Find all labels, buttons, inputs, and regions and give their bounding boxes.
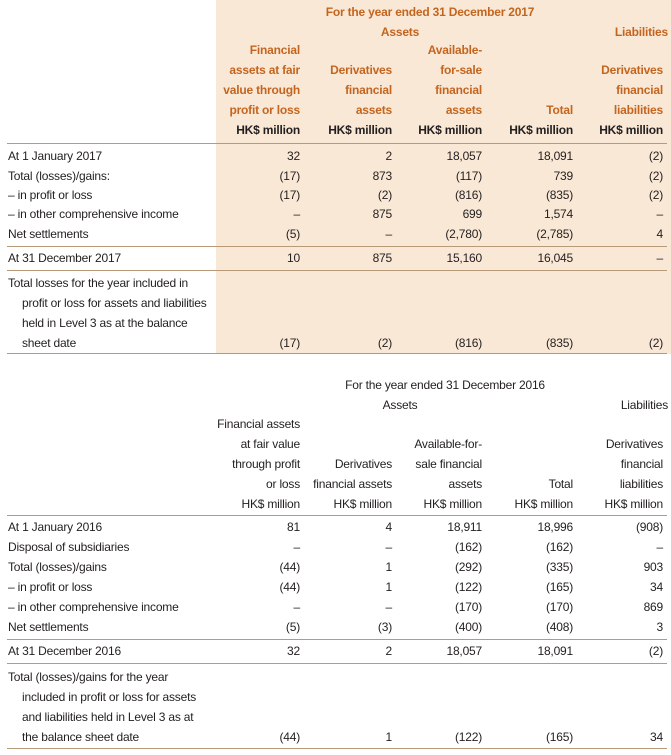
header-line: Derivatives [334,457,392,471]
cell-value: 10 [287,251,300,265]
cell-value: – [656,251,663,265]
cell-value: 4 [385,520,392,534]
cell-value: 873 [372,169,392,183]
cell-value: 32 [287,644,300,658]
cell-value: – [293,207,300,221]
cell-value: 875 [372,251,392,265]
row-label-line: the balance sheet date [22,730,140,744]
header-line: financial assets [313,477,392,491]
cell-value: – [293,540,300,554]
header-line: assets at fair [229,63,300,77]
cell-value: (292) [454,560,482,574]
cell-value: – [385,600,392,614]
header-line: Total [546,103,573,117]
cell-value: 1 [385,560,392,574]
cell-value: (2) [648,169,663,183]
unit-label: HK$ million [514,497,573,511]
row-label: Disposal of subsidiaries [8,540,130,554]
cell-value: 2 [385,644,392,658]
cell-value: (162) [454,540,482,554]
cell-value: (400) [454,620,482,634]
header-line: Available-for- [414,437,482,451]
header-line: financial [435,83,482,97]
unit-label: HK$ million [604,497,663,511]
unit-label: HK$ million [418,123,482,137]
cell-value: (122) [454,580,482,594]
cell-value: 34 [650,580,663,594]
cell-value: (44) [279,730,300,744]
cell-value: 18,996 [537,520,573,534]
row-label: At 1 January 2016 [8,520,103,534]
cell-value: (44) [279,560,300,574]
row-label: Total (losses)/gains: [8,169,110,183]
cell-value: (2) [648,644,663,658]
header-rule-2016 [7,515,667,516]
row-label-line: Total losses for the year included in [8,276,189,290]
cell-value: 869 [643,600,663,614]
header-line: value through [223,83,300,97]
liabilities-heading-2016: Liabilities [620,398,668,412]
cell-value: 4 [656,227,663,241]
cell-value: (816) [454,336,482,350]
header-line: assets [448,477,482,491]
table-bottom-rule-2017 [7,353,667,354]
unit-label: HK$ million [236,123,300,137]
period-heading-2017: For the year ended 31 December 2017 [325,5,535,19]
row-label: – in other comprehensive income [8,600,179,614]
cell-value: (2) [648,336,663,350]
table-bottom-rule-2016 [7,748,667,749]
cell-value: (162) [545,540,573,554]
closing-rule-2016 [7,663,667,664]
cell-value: (2) [648,149,663,163]
cell-value: 2 [385,149,392,163]
cell-value: – [385,227,392,241]
unit-label: HK$ million [328,123,392,137]
header-line: financial [345,83,392,97]
cell-value: 1 [385,730,392,744]
cell-value: (122) [454,730,482,744]
header-line: for-sale [440,63,482,77]
cell-value: (17) [279,169,300,183]
row-label-line: and liabilities held in Level 3 as at [22,710,194,724]
row-label: At 31 December 2016 [8,644,121,658]
cell-value: 875 [372,207,392,221]
header-line: Total [548,477,573,491]
cell-value: 18,057 [446,149,482,163]
cell-value: 903 [643,560,663,574]
header-line: Financial [249,43,300,57]
header-line: Financial assets [217,417,300,431]
row-label: – in other comprehensive income [8,207,179,221]
header-line: assets [445,103,482,117]
cell-value: (170) [454,600,482,614]
row-label: Net settlements [8,227,89,241]
cell-value: – [385,540,392,554]
subtotal-rule-2017 [7,246,667,247]
row-label-line: Total (losses)/gains for the year [8,670,169,684]
cell-value: – [656,540,663,554]
header-line: Derivatives [330,63,392,77]
cell-value: – [293,600,300,614]
assets-heading-2016: Assets [382,398,418,412]
header-rule-2017 [7,143,667,144]
cell-value: (17) [279,188,300,202]
cell-value: 699 [462,207,482,221]
period-heading-2016: For the year ended 31 December 2016 [345,378,545,392]
cell-value: (3) [377,620,392,634]
cell-value: 34 [650,730,663,744]
cell-value: (165) [545,580,573,594]
cell-value: (17) [279,336,300,350]
cell-value: (5) [285,620,300,634]
cell-value: 81 [287,520,300,534]
header-line: financial [616,83,663,97]
header-line: assets [355,103,392,117]
liabilities-heading-2017: Liabilities [614,25,668,39]
cell-value: (44) [279,580,300,594]
header-line: sale financial [415,457,482,471]
row-label: Total (losses)/gains [8,560,107,574]
row-label: At 1 January 2017 [8,149,103,163]
header-line: Available- [427,43,482,57]
header-line: Derivatives [605,437,663,451]
header-line: Derivatives [601,63,663,77]
unit-label: HK$ million [599,123,663,137]
row-label-line: included in profit or loss for assets [22,690,197,704]
cell-value: 32 [287,149,300,163]
cell-value: (165) [545,730,573,744]
cell-value: (908) [635,520,663,534]
cell-value: 18,091 [537,149,573,163]
unit-label: HK$ million [423,497,482,511]
cell-value: (5) [285,227,300,241]
header-line: through profit [232,457,300,471]
unit-label: HK$ million [333,497,392,511]
cell-value: (816) [454,188,482,202]
cell-value: (335) [545,560,573,574]
row-label: – in profit or loss [8,188,93,202]
cell-value: (2) [648,188,663,202]
cell-value: (408) [545,620,573,634]
cell-value: (835) [545,336,573,350]
cell-value: – [656,207,663,221]
cell-value: 18,911 [447,520,482,534]
subtotal-rule-2016 [7,639,667,640]
header-line: liabilities [613,103,663,117]
cell-value: 739 [553,169,573,183]
cell-value: (117) [455,169,482,183]
cell-value: 18,057 [446,644,482,658]
cell-value: 15,160 [446,251,482,265]
cell-value: 16,045 [537,251,573,265]
cell-value: (2) [377,336,392,350]
unit-label: HK$ million [241,497,300,511]
cell-value: (170) [545,600,573,614]
cell-value: (2,785) [536,227,573,241]
row-label-line: sheet date [22,336,77,350]
row-label-line: profit or loss for assets and liabilities [22,296,207,310]
header-line: liabilities [619,477,663,491]
cell-value: (835) [545,188,573,202]
row-label: Net settlements [8,620,89,634]
cell-value: (2) [377,188,392,202]
header-line: profit or loss [229,103,300,117]
row-label: At 31 December 2017 [8,251,121,265]
row-label: – in profit or loss [8,580,93,594]
cell-value: 1,574 [543,207,573,221]
unit-label: HK$ million [509,123,573,137]
row-label-line: held in Level 3 as at the balance [22,316,188,330]
cell-value: 18,091 [537,644,573,658]
header-line: or loss [266,477,300,491]
assets-heading-2017: Assets [380,25,420,39]
header-line: financial [620,457,663,471]
cell-value: 3 [656,620,663,634]
cell-value: 1 [385,580,392,594]
closing-rule-2017 [7,270,667,271]
cell-value: (2,780) [445,227,482,241]
header-line: at fair value [240,437,300,451]
